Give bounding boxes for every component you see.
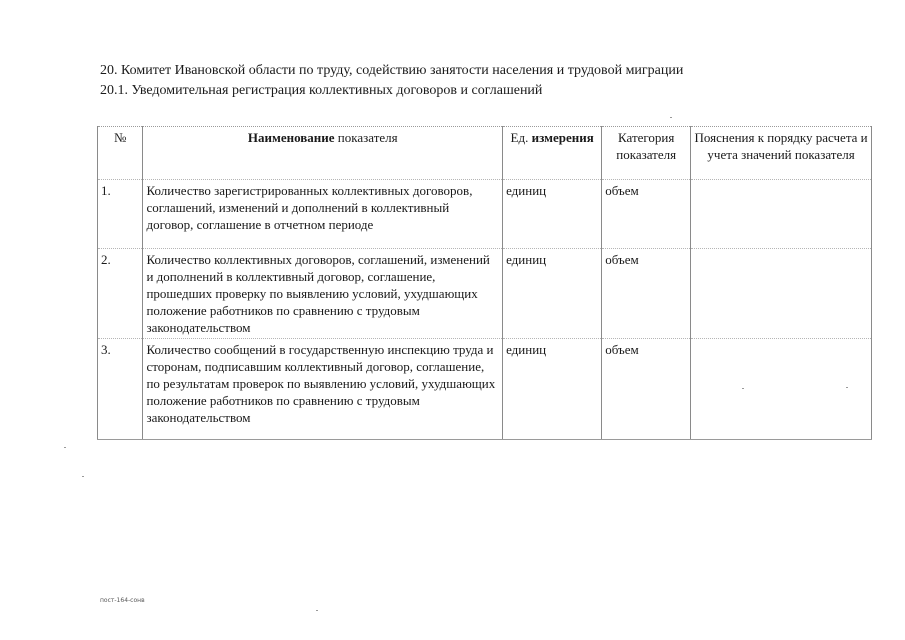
header-category: Категория показателя — [602, 127, 691, 180]
header-unit: Ед. измерения — [503, 127, 602, 180]
header-notes: Пояснения к порядку расчета и учета значений показателя — [691, 127, 872, 180]
row-number: 2. — [98, 249, 143, 339]
table-row — [98, 249, 872, 339]
row-unit: единиц — [503, 339, 602, 440]
table-row — [98, 339, 872, 440]
row-category: объем — [602, 180, 691, 249]
scan-speck — [846, 387, 848, 388]
row-category: объем — [602, 249, 691, 339]
indicators-table — [97, 126, 872, 440]
scan-speck — [670, 117, 672, 118]
row-name: Количество зарегистрированных коллективных договоров, соглашений, изменений и дополнений в коллективный договор, соглашение в отчетном периоде — [143, 180, 503, 249]
footer-file-note: пост-164-сонв — [100, 597, 145, 604]
row-number: 3. — [98, 339, 143, 440]
header-number: № — [98, 127, 143, 180]
table-row — [98, 180, 872, 249]
table-header-row — [98, 127, 872, 180]
row-number: 1. — [98, 180, 143, 249]
section-title: 20. Комитет Ивановской области по труду, содействию занятости населения и трудовой миграции — [100, 63, 684, 78]
row-notes — [691, 339, 872, 440]
row-notes — [691, 249, 872, 339]
row-name: Количество сообщений в государственную инспекцию труда и сторонам, подписавшим коллективный договор, соглашение, по результатам проверок по выявлению условий, ухудшающих положение работников по сравнению с трудовым законодательством — [143, 339, 503, 440]
row-name: Количество коллективных договоров, соглашений, изменений и дополнений в коллективный договор, соглашение, прошедших проверку по выявлению условий, ухудшающих положение работников по сравнению с трудовым законодательством — [143, 249, 503, 339]
scan-speck — [742, 388, 744, 389]
row-category: объем — [602, 339, 691, 440]
row-notes — [691, 180, 872, 249]
scan-speck — [82, 476, 84, 477]
scan-speck — [64, 447, 66, 448]
header-name: Наименование показателя — [143, 127, 503, 180]
row-unit: единиц — [503, 249, 602, 339]
scan-speck — [316, 610, 318, 611]
row-unit: единиц — [503, 180, 602, 249]
subsection-title: 20.1. Уведомительная регистрация коллективных договоров и соглашений — [100, 83, 543, 98]
